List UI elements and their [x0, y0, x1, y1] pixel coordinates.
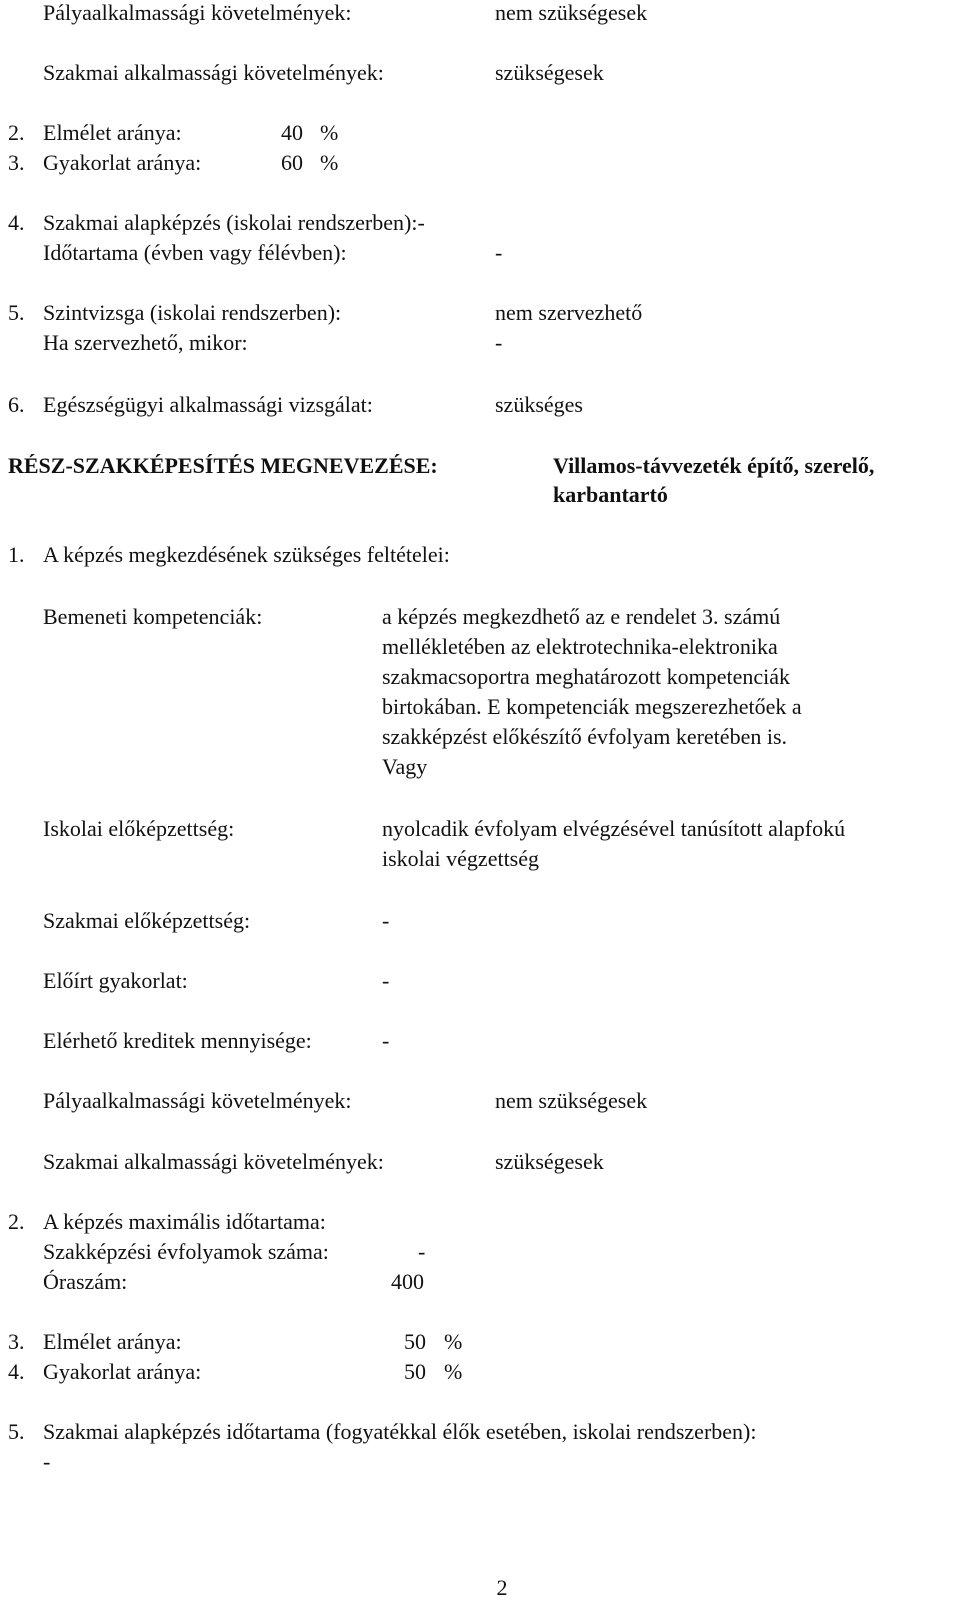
gyakorlat2-number: 4.	[8, 1359, 25, 1384]
szakmai-elokepzettseg-value: -	[382, 908, 390, 933]
idotartam-number: 2.	[8, 1209, 25, 1234]
palya-label-2: Pályaalkalmassági követelmények:	[43, 1088, 352, 1113]
gyakorlat-value: 60	[281, 150, 303, 175]
bemeneti-text-line: szakképzést előkészítő évfolyam keretében is.	[382, 724, 788, 749]
egeszsegugyi-number: 6.	[8, 392, 25, 417]
idotartam-value: -	[495, 240, 503, 265]
bemeneti-text-line: birtokában. E kompetenciák megszerezhetőek a	[382, 694, 802, 719]
szakmai-alk-value-2: szükségesek	[495, 1149, 604, 1174]
szintvizsga-value: nem szervezhető	[495, 300, 643, 325]
elmelet-label: Elmélet aránya:	[43, 120, 182, 145]
palya-value-2: nem szükségesek	[495, 1088, 648, 1113]
gyakorlat2-value: 50	[404, 1359, 426, 1384]
egeszsegugyi-label: Egészségügyi alkalmassági vizsgálat:	[43, 392, 373, 417]
page-number: 2	[496, 1575, 508, 1600]
egeszsegugyi-value: szükséges	[495, 392, 583, 417]
szakmai-alk-value: szükségesek	[495, 60, 604, 85]
evfolyamok-label: Szakképzési évfolyamok száma:	[43, 1239, 329, 1264]
bemeneti-label: Bemeneti kompetenciák:	[43, 604, 263, 629]
palya-label: Pályaalkalmassági követelmények:	[43, 0, 352, 25]
alapkepzes2-number: 5.	[8, 1419, 25, 1444]
qualification-name-line2: karbantartó	[553, 482, 668, 507]
kredit-label: Elérhető kreditek mennyisége:	[43, 1028, 312, 1053]
elmelet2-value: 50	[404, 1329, 426, 1354]
szintvizsga-number: 5.	[8, 300, 25, 325]
gyakorlat-unit: %	[320, 150, 339, 175]
szintvizsga-label: Szintvizsga (iskolai rendszerben):	[43, 300, 342, 325]
gyakorlat-number: 3.	[8, 150, 25, 175]
elmelet-number: 2.	[8, 120, 25, 145]
eloirt-gyakorlat-value: -	[382, 968, 390, 993]
palya-value: nem szükségesek	[495, 0, 648, 25]
bemeneti-text-line: a képzés megkezdhető az e rendelet 3. számú	[382, 604, 781, 629]
elmelet2-number: 3.	[8, 1329, 25, 1354]
elmelet2-unit: %	[444, 1329, 463, 1354]
alapkepzes2-value: -	[43, 1449, 51, 1474]
elmelet2-label: Elmélet aránya:	[43, 1329, 182, 1354]
elmelet-value: 40	[281, 120, 303, 145]
section-heading: RÉSZ-SZAKKÉPESÍTÉS MEGNEVEZÉSE:	[8, 453, 438, 478]
feltetelek-number: 1.	[8, 542, 25, 567]
oraszam-value: 400	[391, 1269, 424, 1294]
eloirt-gyakorlat-label: Előírt gyakorlat:	[43, 968, 188, 993]
idotartam-label: Időtartama (évben vagy félévben):	[43, 240, 347, 265]
iskolai-label: Iskolai előképzettség:	[43, 816, 235, 841]
alapkepzes2-label: Szakmai alapképzés időtartama (fogyatékkal élők esetében, iskolai rendszerben):	[43, 1419, 757, 1444]
szakmai-eloképzettseg-label: Szakmai előképzettség:	[43, 908, 251, 933]
iskolai-text-line: iskolai végzettség	[382, 846, 540, 871]
mikor-value: -	[495, 330, 503, 355]
bemeneti-text-line: mellékletében az elektrotechnika-elektronika	[382, 634, 778, 659]
elmelet-unit: %	[320, 120, 339, 145]
gyakorlat2-unit: %	[444, 1359, 463, 1384]
mikor-label: Ha szervezhető, mikor:	[43, 330, 248, 355]
alapkepzes-number: 4.	[8, 210, 25, 235]
bemeneti-text-line: szakmacsoportra meghatározott kompetenciák	[382, 664, 791, 689]
bemeneti-text-line: Vagy	[382, 754, 428, 779]
oraszam-label: Óraszám:	[43, 1269, 128, 1294]
kredit-value: -	[382, 1028, 390, 1053]
feltetelek-title: A képzés megkezdésének szükséges feltételei:	[43, 542, 450, 567]
gyakorlat-label: Gyakorlat aránya:	[43, 150, 202, 175]
alapkepzes-label: Szakmai alapképzés (iskolai rendszerben):-	[43, 210, 425, 235]
iskolai-text-line: nyolcadik évfolyam elvégzésével tanúsított alapfokú	[382, 816, 846, 841]
gyakorlat2-label: Gyakorlat aránya:	[43, 1359, 202, 1384]
qualification-name-line1: Villamos-távvezeték építő, szerelő,	[553, 453, 875, 478]
evfolyamok-value: -	[418, 1239, 426, 1264]
szakmai-alk-label-2: Szakmai alkalmassági követelmények:	[43, 1149, 384, 1174]
idotartam-title: A képzés maximális időtartama:	[43, 1209, 326, 1234]
szakmai-alk-label: Szakmai alkalmassági követelmények:	[43, 60, 384, 85]
